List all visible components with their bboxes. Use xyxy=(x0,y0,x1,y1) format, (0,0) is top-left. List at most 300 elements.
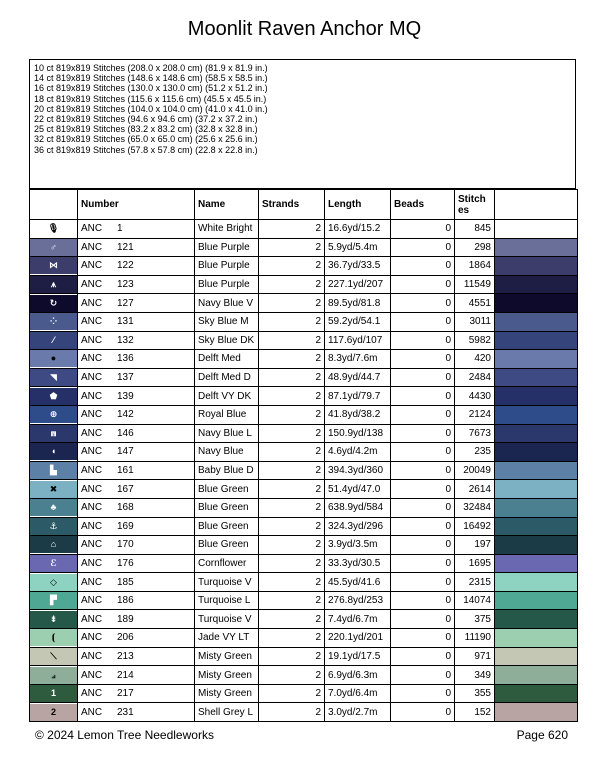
brand-prefix: ANC xyxy=(81,502,103,514)
stitch-symbol-icon: ⇟ xyxy=(30,611,77,628)
name-cell: Delft Med xyxy=(195,350,259,369)
strands-cell: 2 xyxy=(259,350,325,369)
size-info-line: 14 ct 819x819 Stitches (148.6 x 148.6 cm) (58.5 x 58.5 in.) xyxy=(34,73,268,84)
table-row xyxy=(30,424,578,443)
stitch-symbol-icon: ⁘ xyxy=(30,313,77,330)
brand-prefix: ANC xyxy=(81,465,103,477)
stitch-symbol-icon: ⟓ xyxy=(30,667,77,684)
brand-prefix: ANC xyxy=(81,409,103,421)
stitch-symbol-icon: ⚓ xyxy=(30,518,77,535)
color-swatch xyxy=(495,331,578,350)
length-cell: 276.8yd/253 xyxy=(325,591,391,610)
color-swatch xyxy=(495,684,578,703)
number-cell xyxy=(78,405,195,424)
table-row xyxy=(30,684,578,703)
symbol-cell xyxy=(30,405,78,424)
symbol-cell xyxy=(30,387,78,406)
strands-cell: 2 xyxy=(259,443,325,462)
stitches-cell: 1695 xyxy=(455,554,495,573)
number-cell xyxy=(78,350,195,369)
table-row xyxy=(30,443,578,462)
stitch-symbol-icon: ♣ xyxy=(30,499,77,516)
beads-cell: 0 xyxy=(391,275,455,294)
stitches-cell: 420 xyxy=(455,350,495,369)
color-swatch xyxy=(495,629,578,648)
length-cell: 227.1yd/207 xyxy=(325,275,391,294)
header-length: Length xyxy=(325,190,391,220)
symbol-cell xyxy=(30,498,78,517)
number-cell xyxy=(78,312,195,331)
length-cell: 48.9yd/44.7 xyxy=(325,368,391,387)
beads-cell: 0 xyxy=(391,424,455,443)
stitch-symbol-icon: ⦗ xyxy=(30,629,77,646)
symbol-cell xyxy=(30,536,78,555)
stitch-symbol-icon: 1 xyxy=(30,685,77,702)
beads-cell: 0 xyxy=(391,312,455,331)
length-cell: 16.6yd/15.2 xyxy=(325,220,391,239)
symbol-cell xyxy=(30,461,78,480)
number-cell xyxy=(78,554,195,573)
length-cell: 3.0yd/2.7m xyxy=(325,703,391,722)
beads-cell: 0 xyxy=(391,573,455,592)
symbol-cell xyxy=(30,573,78,592)
symbol-cell xyxy=(30,610,78,629)
stitches-cell: 5982 xyxy=(455,331,495,350)
header-symbol xyxy=(30,190,78,220)
brand-prefix: ANC xyxy=(81,390,103,402)
symbol-cell xyxy=(30,629,78,648)
beads-cell: 0 xyxy=(391,461,455,480)
length-cell: 4.6yd/4.2m xyxy=(325,443,391,462)
table-row xyxy=(30,591,578,610)
thread-number: 142 xyxy=(117,409,134,421)
length-cell: 59.2yd/54.1 xyxy=(325,312,391,331)
name-cell: Blue Purple xyxy=(195,238,259,257)
color-swatch xyxy=(495,573,578,592)
symbol-cell xyxy=(30,312,78,331)
strands-cell: 2 xyxy=(259,220,325,239)
strands-cell: 2 xyxy=(259,647,325,666)
length-cell: 638.9yd/584 xyxy=(325,498,391,517)
stitches-cell: 152 xyxy=(455,703,495,722)
number-cell xyxy=(78,591,195,610)
length-cell: 3.9yd/3.5m xyxy=(325,536,391,555)
stitches-cell: 4430 xyxy=(455,387,495,406)
stitches-cell: 2315 xyxy=(455,573,495,592)
thread-number: 137 xyxy=(117,372,134,384)
color-swatch xyxy=(495,405,578,424)
length-cell: 8.3yd/7.6m xyxy=(325,350,391,369)
name-cell: Turquoise V xyxy=(195,610,259,629)
brand-prefix: ANC xyxy=(81,669,103,681)
thread-number: 214 xyxy=(117,669,134,681)
beads-cell: 0 xyxy=(391,554,455,573)
number-cell xyxy=(78,461,195,480)
stitches-cell: 20049 xyxy=(455,461,495,480)
length-cell: 89.5yd/81.8 xyxy=(325,294,391,313)
thread-number: 132 xyxy=(117,334,134,346)
color-swatch xyxy=(495,368,578,387)
thread-number: 189 xyxy=(117,613,134,625)
header-swatch xyxy=(495,190,578,220)
thread-number: 161 xyxy=(117,465,134,477)
color-swatch xyxy=(495,294,578,313)
thread-number: 122 xyxy=(117,260,134,272)
thread-number: 217 xyxy=(117,688,134,700)
stitch-symbol-icon: ♂ xyxy=(30,239,77,256)
brand-prefix: ANC xyxy=(81,613,103,625)
number-cell xyxy=(78,610,195,629)
table-row xyxy=(30,312,578,331)
color-swatch xyxy=(495,591,578,610)
number-cell xyxy=(78,294,195,313)
number-cell xyxy=(78,368,195,387)
page-title: Moonlit Raven Anchor MQ xyxy=(187,18,422,40)
size-info-line: 25 ct 819x819 Stitches (83.2 x 83.2 cm) (32.8 x 32.8 in.) xyxy=(34,124,258,135)
thread-number: 206 xyxy=(117,632,134,644)
beads-cell: 0 xyxy=(391,536,455,555)
length-cell: 394.3yd/360 xyxy=(325,461,391,480)
number-cell xyxy=(78,517,195,536)
name-cell: Blue Purple xyxy=(195,275,259,294)
beads-cell: 0 xyxy=(391,238,455,257)
symbol-cell xyxy=(30,684,78,703)
symbol-cell xyxy=(30,275,78,294)
number-cell xyxy=(78,573,195,592)
strands-cell: 2 xyxy=(259,461,325,480)
beads-cell: 0 xyxy=(391,220,455,239)
name-cell: Misty Green xyxy=(195,647,259,666)
number-cell xyxy=(78,480,195,499)
color-swatch xyxy=(495,498,578,517)
stitches-cell: 11190 xyxy=(455,629,495,648)
number-cell xyxy=(78,647,195,666)
number-cell xyxy=(78,498,195,517)
symbol-cell xyxy=(30,647,78,666)
number-cell xyxy=(78,275,195,294)
color-swatch xyxy=(495,275,578,294)
strands-cell: 2 xyxy=(259,591,325,610)
length-cell: 150.9yd/138 xyxy=(325,424,391,443)
thread-table xyxy=(29,189,578,722)
symbol-cell xyxy=(30,368,78,387)
number-cell xyxy=(78,220,195,239)
beads-cell: 0 xyxy=(391,647,455,666)
brand-prefix: ANC xyxy=(81,539,103,551)
brand-prefix: ANC xyxy=(81,483,103,495)
strands-cell: 2 xyxy=(259,703,325,722)
color-swatch xyxy=(495,703,578,722)
table-row xyxy=(30,220,578,239)
thread-number: 123 xyxy=(117,279,134,291)
size-info-line: 20 ct 819x819 Stitches (104.0 x 104.0 cm) (41.0 x 41.0 in.) xyxy=(34,103,268,114)
brand-prefix: ANC xyxy=(81,334,103,346)
thread-number: 169 xyxy=(117,520,134,532)
beads-cell: 0 xyxy=(391,257,455,276)
stitch-symbol-icon: ⩚ xyxy=(30,276,77,293)
name-cell: Blue Green xyxy=(195,517,259,536)
brand-prefix: ANC xyxy=(81,650,103,662)
name-cell: Cornflower xyxy=(195,554,259,573)
length-cell: 36.7yd/33.5 xyxy=(325,257,391,276)
brand-prefix: ANC xyxy=(81,688,103,700)
brand-prefix: ANC xyxy=(81,241,103,253)
stitch-symbol-icon: 2 xyxy=(30,704,77,721)
color-swatch xyxy=(495,220,578,239)
name-cell: Blue Green xyxy=(195,498,259,517)
strands-cell: 2 xyxy=(259,257,325,276)
strands-cell: 2 xyxy=(259,554,325,573)
table-row xyxy=(30,610,578,629)
beads-cell: 0 xyxy=(391,480,455,499)
thread-number: 231 xyxy=(117,706,134,718)
table-row xyxy=(30,405,578,424)
name-cell: Jade VY LT xyxy=(195,629,259,648)
stitches-cell: 16492 xyxy=(455,517,495,536)
symbol-cell xyxy=(30,238,78,257)
size-info-line: 22 ct 819x819 Stitches (94.6 x 94.6 cm) (37.2 x 37.2 in.) xyxy=(34,114,258,125)
strands-cell: 2 xyxy=(259,424,325,443)
table-row xyxy=(30,461,578,480)
table-row xyxy=(30,368,578,387)
beads-cell: 0 xyxy=(391,368,455,387)
size-info-line: 32 ct 819x819 Stitches (65.0 x 65.0 cm) (25.6 x 25.6 in.) xyxy=(34,134,258,145)
color-swatch xyxy=(495,610,578,629)
stitch-symbol-icon: ▙ xyxy=(30,462,77,479)
length-cell: 19.1yd/17.5 xyxy=(325,647,391,666)
header-strands: Strands xyxy=(259,190,325,220)
name-cell: Navy Blue xyxy=(195,443,259,462)
brand-prefix: ANC xyxy=(81,595,103,607)
name-cell: Sky Blue DK xyxy=(195,331,259,350)
symbol-cell xyxy=(30,480,78,499)
beads-cell: 0 xyxy=(391,703,455,722)
strands-cell: 2 xyxy=(259,275,325,294)
stitches-cell: 235 xyxy=(455,443,495,462)
strands-cell: 2 xyxy=(259,517,325,536)
beads-cell: 0 xyxy=(391,387,455,406)
stitches-cell: 3011 xyxy=(455,312,495,331)
beads-cell: 0 xyxy=(391,684,455,703)
brand-prefix: ANC xyxy=(81,260,103,272)
stitch-symbol-icon: ⟍ xyxy=(30,648,77,665)
name-cell: Misty Green xyxy=(195,684,259,703)
name-cell: Turquoise L xyxy=(195,591,259,610)
beads-cell: 0 xyxy=(391,350,455,369)
beads-cell: 0 xyxy=(391,294,455,313)
strands-cell: 2 xyxy=(259,238,325,257)
length-cell: 7.4yd/6.7m xyxy=(325,610,391,629)
number-cell xyxy=(78,257,195,276)
size-info-line: 36 ct 819x819 Stitches (57.8 x 57.8 cm) (22.8 x 22.8 in.) xyxy=(34,144,258,155)
thread-number: 1 xyxy=(117,223,123,235)
color-swatch xyxy=(495,461,578,480)
thread-number: 147 xyxy=(117,446,134,458)
number-cell xyxy=(78,387,195,406)
table-row xyxy=(30,275,578,294)
color-swatch xyxy=(495,387,578,406)
color-swatch xyxy=(495,443,578,462)
stitch-symbol-icon: ℰ xyxy=(30,555,77,572)
symbol-cell xyxy=(30,424,78,443)
length-cell: 7.0yd/6.4m xyxy=(325,684,391,703)
stitches-cell: 375 xyxy=(455,610,495,629)
strands-cell: 2 xyxy=(259,536,325,555)
brand-prefix: ANC xyxy=(81,279,103,291)
color-swatch xyxy=(495,350,578,369)
symbol-cell xyxy=(30,703,78,722)
name-cell: Misty Green xyxy=(195,666,259,685)
stitches-cell: 355 xyxy=(455,684,495,703)
thread-number: 168 xyxy=(117,502,134,514)
strands-cell: 2 xyxy=(259,294,325,313)
length-cell: 220.1yd/201 xyxy=(325,629,391,648)
brand-prefix: ANC xyxy=(81,372,103,384)
thread-number: 146 xyxy=(117,427,134,439)
beads-cell: 0 xyxy=(391,405,455,424)
brand-prefix: ANC xyxy=(81,223,103,235)
color-swatch xyxy=(495,257,578,276)
beads-cell: 0 xyxy=(391,498,455,517)
table-row xyxy=(30,666,578,685)
symbol-cell xyxy=(30,554,78,573)
thread-number: 167 xyxy=(117,483,134,495)
table-row xyxy=(30,350,578,369)
length-cell: 324.3yd/296 xyxy=(325,517,391,536)
brand-prefix: ANC xyxy=(81,353,103,365)
strands-cell: 2 xyxy=(259,629,325,648)
stitches-cell: 2614 xyxy=(455,480,495,499)
beads-cell: 0 xyxy=(391,591,455,610)
number-cell xyxy=(78,629,195,648)
strands-cell: 2 xyxy=(259,312,325,331)
header-name: Name xyxy=(195,190,259,220)
strands-cell: 2 xyxy=(259,405,325,424)
name-cell: Turquoise V xyxy=(195,573,259,592)
header-stitches xyxy=(455,190,495,220)
name-cell: Baby Blue D xyxy=(195,461,259,480)
stitch-symbol-icon: ⩎ xyxy=(30,425,77,442)
name-cell: Navy Blue L xyxy=(195,424,259,443)
symbol-cell xyxy=(30,443,78,462)
size-info-line: 16 ct 819x819 Stitches (130.0 x 130.0 cm) (51.2 x 51.2 in.) xyxy=(34,83,268,94)
thread-number: 186 xyxy=(117,595,134,607)
number-cell xyxy=(78,684,195,703)
stitch-symbol-icon: ⋈ xyxy=(30,257,77,274)
stitches-cell: 2124 xyxy=(455,405,495,424)
beads-cell: 0 xyxy=(391,666,455,685)
length-cell: 51.4yd/47.0 xyxy=(325,480,391,499)
name-cell: White Bright xyxy=(195,220,259,239)
number-cell xyxy=(78,331,195,350)
strands-cell: 2 xyxy=(259,610,325,629)
brand-prefix: ANC xyxy=(81,520,103,532)
name-cell: Blue Purple xyxy=(195,257,259,276)
number-cell xyxy=(78,424,195,443)
stitch-symbol-icon: ◇ xyxy=(30,574,77,591)
strands-cell: 2 xyxy=(259,573,325,592)
symbol-cell xyxy=(30,331,78,350)
length-cell: 5.9yd/5.4m xyxy=(325,238,391,257)
brand-prefix: ANC xyxy=(81,632,103,644)
strands-cell: 2 xyxy=(259,480,325,499)
brand-prefix: ANC xyxy=(81,446,103,458)
number-cell xyxy=(78,443,195,462)
stitches-cell: 349 xyxy=(455,666,495,685)
copyright: © 2024 Lemon Tree Needleworks xyxy=(35,728,214,742)
stitch-symbol-icon: ↻ xyxy=(30,295,77,312)
symbol-cell xyxy=(30,257,78,276)
table-header-row xyxy=(30,190,578,220)
length-cell: 41.8yd/38.2 xyxy=(325,405,391,424)
table-row xyxy=(30,703,578,722)
symbol-cell xyxy=(30,350,78,369)
stitch-symbol-icon: ⌂ xyxy=(30,536,77,553)
brand-prefix: ANC xyxy=(81,557,103,569)
name-cell: Sky Blue M xyxy=(195,312,259,331)
table-row xyxy=(30,629,578,648)
table-row xyxy=(30,517,578,536)
name-cell: Delft Med D xyxy=(195,368,259,387)
length-cell: 87.1yd/79.7 xyxy=(325,387,391,406)
stitch-symbol-icon: ◖ xyxy=(30,443,77,460)
brand-prefix: ANC xyxy=(81,316,103,328)
table-row xyxy=(30,387,578,406)
header-beads: Beads xyxy=(391,190,455,220)
stitches-cell: 971 xyxy=(455,647,495,666)
table-row xyxy=(30,573,578,592)
table-row xyxy=(30,498,578,517)
stitches-cell: 32484 xyxy=(455,498,495,517)
stitch-symbol-icon: 🎙 xyxy=(30,220,77,237)
color-swatch xyxy=(495,517,578,536)
strands-cell: 2 xyxy=(259,368,325,387)
number-cell xyxy=(78,536,195,555)
stitches-cell: 14074 xyxy=(455,591,495,610)
strands-cell: 2 xyxy=(259,498,325,517)
stitch-symbol-icon: ✖ xyxy=(30,481,77,498)
table-row xyxy=(30,536,578,555)
color-swatch xyxy=(495,666,578,685)
color-swatch xyxy=(495,480,578,499)
strands-cell: 2 xyxy=(259,684,325,703)
page-number: Page 620 xyxy=(516,728,568,742)
thread-number: 139 xyxy=(117,390,134,402)
stitch-symbol-icon: ● xyxy=(30,350,77,367)
table-row xyxy=(30,257,578,276)
symbol-cell xyxy=(30,666,78,685)
stitches-cell: 298 xyxy=(455,238,495,257)
symbol-cell xyxy=(30,591,78,610)
name-cell: Navy Blue V xyxy=(195,294,259,313)
symbol-cell xyxy=(30,517,78,536)
color-swatch xyxy=(495,424,578,443)
stitch-symbol-icon: ⁄ xyxy=(30,332,77,349)
stitch-symbol-icon: ◥ xyxy=(30,369,77,386)
name-cell: Blue Green xyxy=(195,480,259,499)
beads-cell: 0 xyxy=(391,331,455,350)
name-cell: Blue Green xyxy=(195,536,259,555)
beads-cell: 0 xyxy=(391,517,455,536)
stitches-cell: 4551 xyxy=(455,294,495,313)
header-number: Number xyxy=(78,190,195,220)
number-cell xyxy=(78,703,195,722)
beads-cell: 0 xyxy=(391,443,455,462)
stitches-cell: 845 xyxy=(455,220,495,239)
stitch-symbol-icon: ⬟ xyxy=(30,388,77,405)
color-swatch xyxy=(495,312,578,331)
size-info-line: 18 ct 819x819 Stitches (115.6 x 115.6 cm) (45.5 x 45.5 in.) xyxy=(34,93,267,104)
